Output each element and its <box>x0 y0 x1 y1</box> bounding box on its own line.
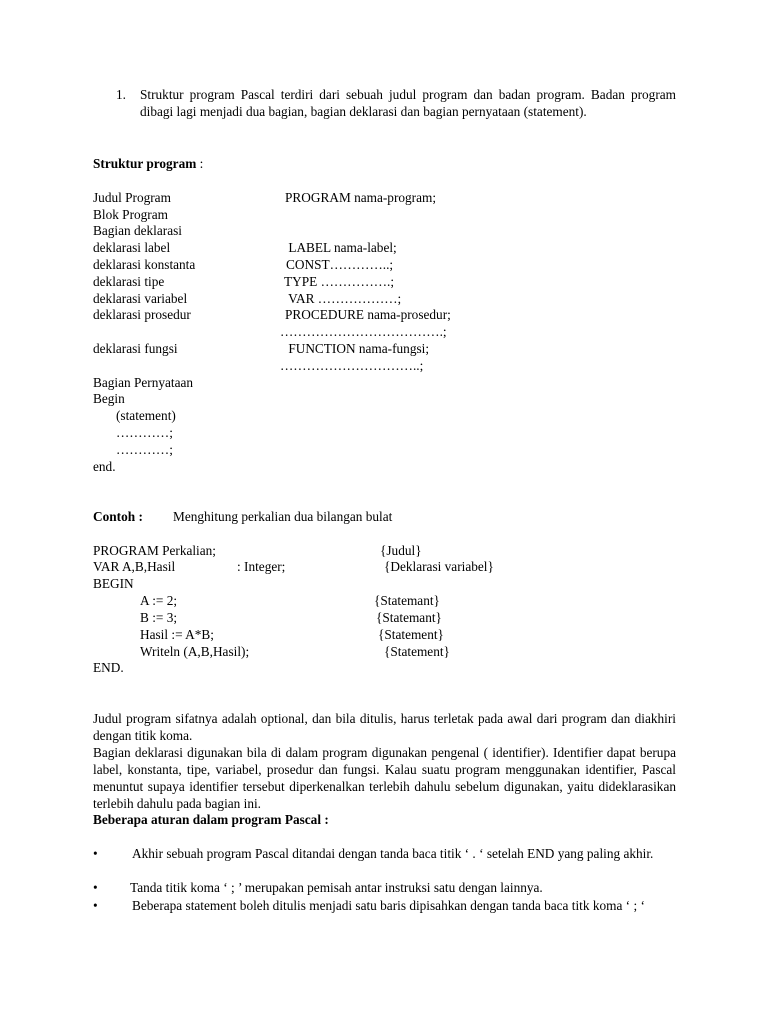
rules-heading: Beberapa aturan dalam program Pascal : <box>93 812 329 827</box>
code-line-0: PROGRAM Perkalian; <box>93 543 216 558</box>
code-line-3: A := 2; <box>140 593 178 608</box>
structure-heading-label: Struktur program <box>93 156 197 171</box>
intro-text: Struktur program Pascal terdiri dari sebuah judul program dan badan program. Badan program dibagi lagi menjadi dua bagian, bagian deklarasi dan bagian pernyataan (statement). <box>140 87 676 119</box>
structure-left-1: Blok Program <box>93 207 168 222</box>
structure-right-0: PROGRAM nama-program; <box>285 190 437 205</box>
structure-left-4: deklarasi konstanta <box>93 257 196 272</box>
structure-left-11: Bagian Pernyataan <box>93 375 194 390</box>
structure-heading <box>93 155 203 172</box>
rule-text-1: Tanda titik koma ‘ ; ’ merupakan pemisah antar instruksi satu dengan lainnya. <box>130 880 543 895</box>
rule-text-0: Akhir sebuah program Pascal ditandai dengan tanda baca titik ‘ . ‘ setelah END yang paling akhir. <box>132 846 654 861</box>
structure-right-7: PROCEDURE nama-prosedur; <box>285 307 451 322</box>
example-label: Contoh : <box>93 509 143 524</box>
code-line-5: Hasil := A*B; <box>140 627 214 642</box>
structure-right-10: …………………………..; <box>280 358 424 373</box>
structure-right-8: ……………………………….; <box>280 324 447 339</box>
structure-right-6: VAR ………………; <box>285 291 402 306</box>
code-comment-6: {Statement} <box>384 644 450 659</box>
structure-left-9: deklarasi fungsi <box>93 341 178 356</box>
code-comment-3: {Statemant} <box>374 593 440 608</box>
structure-body-1: …………; <box>116 425 173 440</box>
structure-end: end. <box>93 459 116 474</box>
code-comment-4: {Statemant} <box>376 610 442 625</box>
structure-right-5: TYPE …………….; <box>284 274 395 289</box>
structure-body-2: …………; <box>116 442 173 457</box>
structure-left-0: Judul Program <box>93 190 171 205</box>
structure-right-9: FUNCTION nama-fungsi; <box>285 341 430 356</box>
paragraph-judul: Judul program sifatnya adalah optional, dan bila ditulis, harus terletak pada awal dari program dan diakhiri dengan titik koma. <box>93 711 676 743</box>
rule-bullet-2: • <box>93 898 98 913</box>
structure-right-4: CONST…………..; <box>286 257 394 272</box>
structure-left-7: deklarasi prosedur <box>93 307 191 322</box>
intro-number: 1. <box>116 87 126 102</box>
structure-body-0: (statement) <box>116 408 176 423</box>
code-line-1: VAR A,B,Hasil <box>93 559 176 574</box>
structure-left-5: deklarasi tipe <box>93 274 165 289</box>
code-line-2: BEGIN <box>93 576 134 591</box>
structure-left-12: Begin <box>93 391 125 406</box>
rule-bullet-1: • <box>93 880 98 895</box>
structure-left-3: deklarasi label <box>93 240 171 255</box>
code-type-1: : Integer; <box>237 559 286 574</box>
paragraph-deklarasi: Bagian deklarasi digunakan bila di dalam program digunakan pengenal ( identifier). Identifier dapat berupa label, konstanta, tipe, variabel, prosedur dan fungsi. Kalau suatu program menggunakan identifier, Pascal menuntut supaya identifier tersebut diperkenalkan terlebih dahulu sebelum digunakan, yaitu dideklarasikan terlebih dahulu pada bagian ini. <box>93 745 676 811</box>
code-comment-1: {Deklarasi variabel} <box>384 559 494 574</box>
code-line-6: Writeln (A,B,Hasil); <box>140 644 250 659</box>
structure-left-2: Bagian deklarasi <box>93 223 182 238</box>
structure-right-3: LABEL nama-label; <box>285 240 397 255</box>
code-line-4: B := 3; <box>140 610 178 625</box>
code-comment-5: {Statement} <box>378 627 444 642</box>
code-comment-0: {Judul} <box>380 543 422 558</box>
example-title: Menghitung perkalian dua bilangan bulat <box>173 509 393 524</box>
rule-text-2: Beberapa statement boleh ditulis menjadi satu baris dipisahkan dengan tanda baca titk koma ‘ ; ‘ <box>132 898 645 913</box>
code-line-7: END. <box>93 660 124 675</box>
structure-heading-suffix: : <box>196 156 204 171</box>
rule-bullet-0: • <box>93 846 98 861</box>
structure-left-6: deklarasi variabel <box>93 291 188 306</box>
